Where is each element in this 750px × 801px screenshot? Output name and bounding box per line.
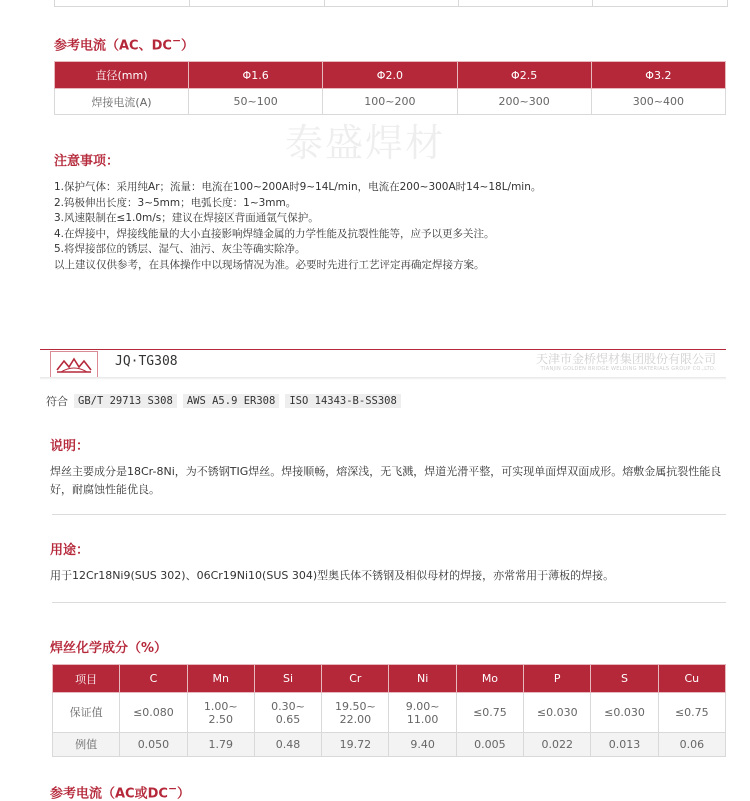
- chem-cell: 0.48: [254, 733, 321, 757]
- product-header: [40, 349, 726, 379]
- chem-cell: 9.40: [389, 733, 456, 757]
- example-row: [53, 733, 726, 757]
- company-name-en: TIANJIN GOLDEN BRIDGE WELDING MATERIALS GROUP CO.,LTD.: [540, 366, 716, 372]
- chem-cell: 1.79: [187, 733, 254, 757]
- note-item: 3.风速限制在≤1.0m/s；建议在焊接区背面通氩气保护。: [54, 212, 319, 224]
- notes-title: 注意事项：: [54, 154, 120, 169]
- chem-cell: 0.06: [658, 733, 725, 757]
- chem-header-cell: Ni: [389, 665, 456, 693]
- divider: [52, 514, 726, 515]
- chem-cell: 0.050: [120, 733, 187, 757]
- chem-table: [52, 664, 726, 757]
- guarantee-row: [53, 693, 726, 733]
- chem-cell: 0.005: [456, 733, 523, 757]
- diameter-header: 直径(mm): [55, 62, 189, 89]
- guarantee-label: 保证值: [53, 693, 120, 733]
- notes-list: [54, 180, 734, 273]
- product-name: JQ·TG308: [115, 354, 178, 369]
- note-item: 1.保护气体：采用纯Ar；流量：电流在100~200A时9~14L/min，电流在200~300A时14~18L/min。: [54, 181, 542, 193]
- chem-title: 焊丝化学成分（%）: [50, 641, 168, 656]
- standard-tag: GB/T 29713 S308: [74, 394, 177, 408]
- current-row-label: 焊接电流(A): [55, 89, 189, 115]
- chem-header-cell: Cr: [322, 665, 389, 693]
- diameter-cell: Φ1.6: [189, 62, 323, 89]
- chem-header-cell: Mn: [187, 665, 254, 693]
- note-item: 4.在焊接中，焊接线能量的大小直接影响焊缝金属的力学性能及抗裂性能等，应予以更多关注。: [54, 227, 495, 240]
- chem-cell: 0.013: [591, 733, 658, 757]
- chem-cell: 0.30~ 0.65: [254, 693, 321, 733]
- usage-text: 用于12Cr18Ni9(SUS 302)、06Cr19Ni10(SUS 304)型奥氏体不锈钢及相似母材的焊接，亦常常用于薄板的焊接。: [50, 569, 615, 582]
- current-table: [54, 61, 726, 115]
- example-label: 例值: [53, 733, 120, 757]
- standards-row: [46, 393, 401, 409]
- chem-header-cell: C: [120, 665, 187, 693]
- current-cell: 300~400: [591, 89, 725, 115]
- diameter-cell: Φ2.0: [323, 62, 457, 89]
- previous-table-fragment: [54, 0, 728, 7]
- description-text: 焊丝主要成分是18Cr-8Ni，为不锈钢TIG焊丝。焊接顺畅，熔深浅，无飞溅，焊道光滑平整，可实现单面焊双面成形。熔敷金属抗裂性能良好，耐腐蚀性能优良。: [50, 465, 722, 496]
- note-item: 5.将焊接部位的锈层、湿气、油污、灰尘等确实除净。: [54, 243, 306, 255]
- current-title: 参考电流（AC、DC−）: [54, 34, 195, 54]
- note-item: 以上建议仅供参考，在具体操作中以现场情况为准。必要时先进行工艺评定再确定焊接方案。: [54, 258, 485, 271]
- chem-cell: ≤0.080: [120, 693, 187, 733]
- usage-title: 用途：: [50, 543, 90, 558]
- standard-tag: AWS A5.9 ER308: [183, 394, 280, 408]
- diameter-cell: Φ2.5: [457, 62, 591, 89]
- chem-cell: ≤0.75: [456, 693, 523, 733]
- chem-cell: ≤0.030: [524, 693, 591, 733]
- current-table-row: [55, 89, 726, 115]
- current-cell: 200~300: [457, 89, 591, 115]
- chem-header-cell: 项目: [53, 665, 120, 693]
- chem-header-cell: S: [591, 665, 658, 693]
- current-title-2: 参考电流（AC或DC−）: [50, 782, 191, 801]
- chem-cell: 19.50~ 22.00: [322, 693, 389, 733]
- chem-header-cell: Mo: [456, 665, 523, 693]
- chem-cell: 1.00~ 2.50: [187, 693, 254, 733]
- chem-cell: 19.72: [322, 733, 389, 757]
- chem-header-row: [53, 665, 726, 693]
- diameter-cell: Φ3.2: [591, 62, 725, 89]
- current-cell: 100~200: [323, 89, 457, 115]
- chem-header-cell: Si: [254, 665, 321, 693]
- chem-cell: ≤0.75: [658, 693, 725, 733]
- standard-tag: ISO 14343-B-SS308: [285, 394, 400, 408]
- chem-header-cell: P: [524, 665, 591, 693]
- description-title: 说明：: [50, 439, 90, 454]
- chem-cell: ≤0.030: [591, 693, 658, 733]
- current-cell: 50~100: [189, 89, 323, 115]
- chem-cell: 0.022: [524, 733, 591, 757]
- chem-header-cell: Cu: [658, 665, 725, 693]
- chem-cell: 9.00~ 11.00: [389, 693, 456, 733]
- note-item: 2.钨极伸出长度：3~5mm；电弧长度：1~3mm。: [54, 196, 297, 209]
- divider: [52, 602, 726, 603]
- company-logo-icon: [50, 351, 98, 379]
- current-table-header: [55, 62, 726, 89]
- standards-label: 符合: [46, 395, 68, 408]
- watermark-text: 泰盛焊材: [285, 121, 446, 165]
- company-name-cn: 天津市金桥焊材集团股份有限公司: [535, 352, 716, 366]
